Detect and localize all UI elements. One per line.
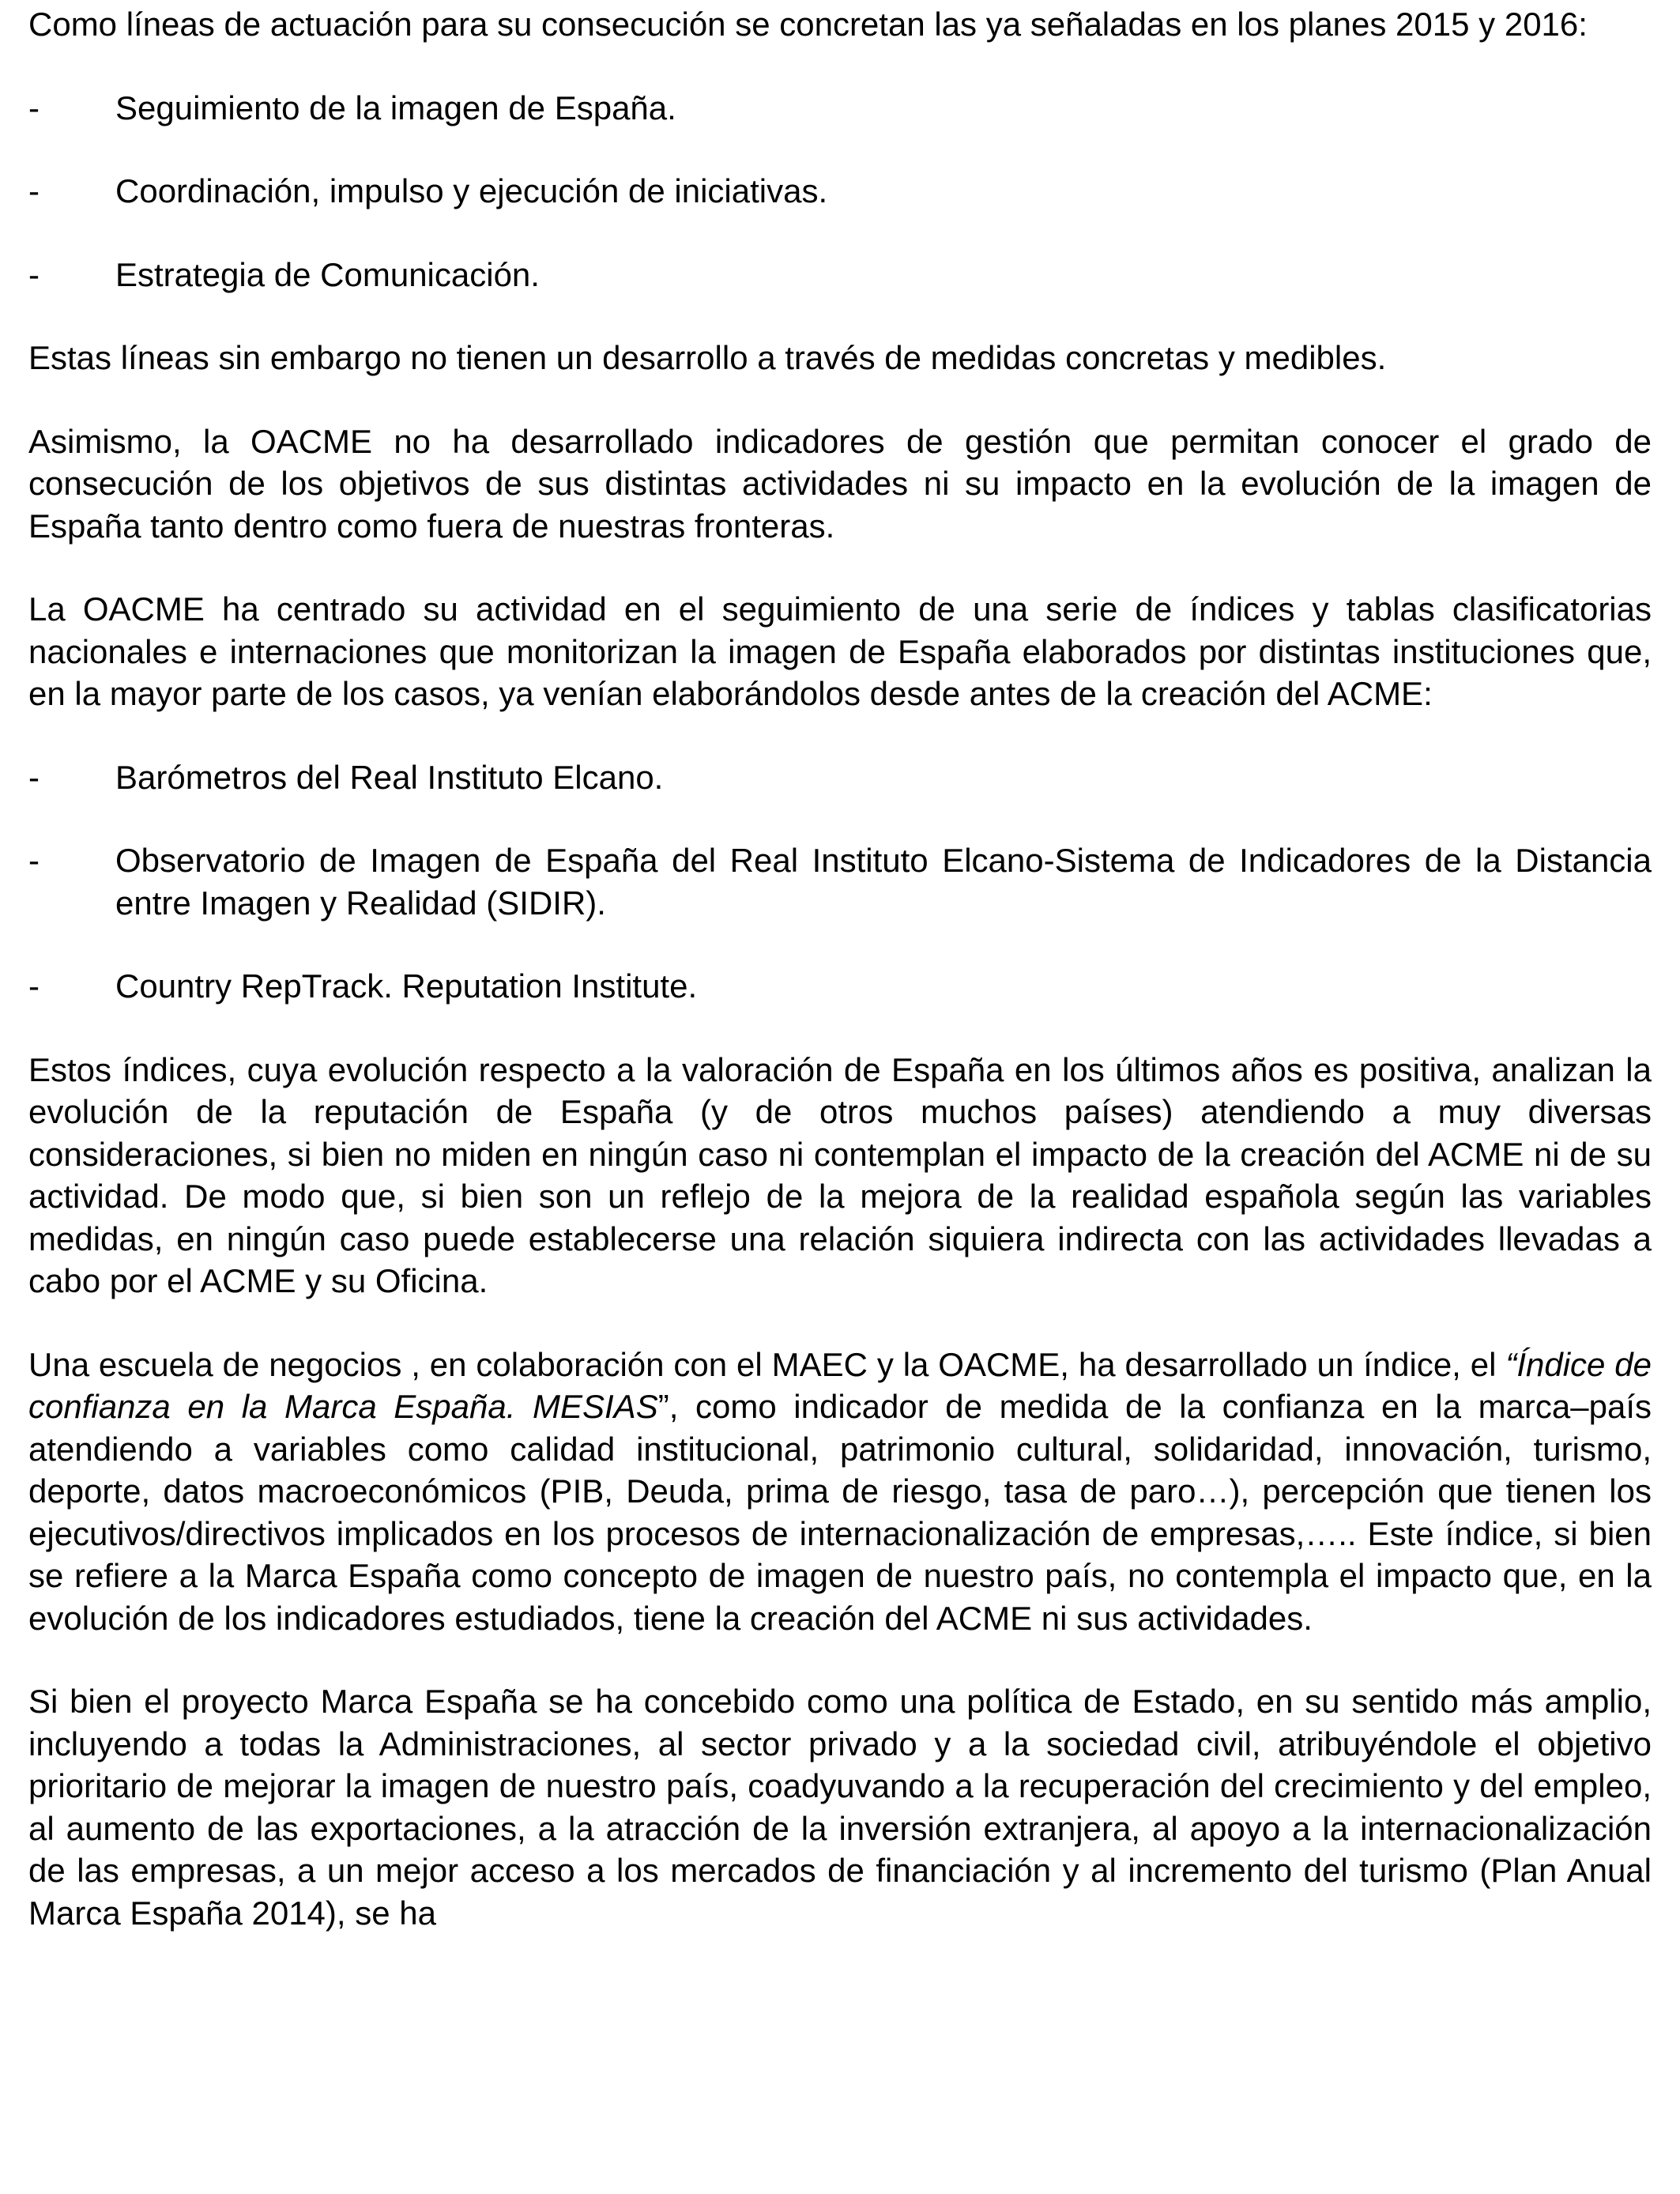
list-item-text: Country RepTrack. Reputation Institute. (115, 967, 698, 1005)
list-item-text: Coordinación, impulso y ejecución de iniciativas. (115, 172, 828, 209)
paragraph-marca-espana-project: Si bien el proyecto Marca España se ha concebido como una política de Estado, en su sentido más amplio, incluyendo a todas la Administraciones, al sector privado y a la sociedad civil, atribuyéndole el objetivo prioritario de mejorar la imagen de nuestro país, coadyuvando a la recuperación del crecimiento y del empleo, al aumento de las exportaciones, a la atracción de la inversión extranjera, al apoyo a la internacionalización de las empresas, a un mejor acceso a los mercados de financiación y al incremento del turismo (Plan Anual Marca España 2014), se ha (28, 1683, 1652, 1932)
bullet-dash: - (28, 842, 40, 879)
list-item-text: Observatorio de Imagen de España del Real Instituto Elcano-Sistema de Indicadores de la Distancia entre Imagen y Realidad (SIDIR). (115, 842, 1652, 922)
list-item (28, 965, 1652, 1008)
paragraph-text: Una escuela de negocios , en colaboración con el MAEC y la OACME, ha desarrollado un índice, el (28, 1345, 1506, 1383)
bullet-dash: - (28, 172, 40, 209)
paragraph-no-development: Estas líneas sin embargo no tienen un desarrollo a través de medidas concretas y medibles. (28, 339, 1387, 376)
paragraph-text: ”, como indicador de medida de la confianza en la marca–país atendiendo a variables como calidad institucional, patrimonio cultural, solidaridad, innovación, turismo, deporte, datos macroeconómicos (PIB, Deuda, prima de riesgo, tasa de paro…), percepción que tienen los ejecutivos/directivos implicados en los procesos de internacionalización de empresas,….. Este índice, si bien se refiere a la Marca España como concepto de imagen de nuestro país, no contempla el impacto que, en la evolución de los indicadores estudiados, tiene la creación del ACME ni sus actividades. (28, 1388, 1652, 1637)
list-item-text: Seguimiento de la imagen de España. (115, 89, 676, 126)
list-item (28, 254, 1652, 296)
paragraph-indicators: Asimismo, la OACME no ha desarrollado indicadores de gestión que permitan conocer el grado de consecución de los objetivos de sus distintas actividades ni su impacto en la evolución de la imagen de España tanto dentro como fuera de nuestras fronteras. (28, 422, 1652, 545)
paragraph-indices-tracking: La OACME ha centrado su actividad en el seguimiento de una serie de índices y tablas clasificatorias nacionales e internaciones que monitorizan la imagen de España elaborados por distintas instituciones que, en la mayor parte de los casos, ya venían elaborándolos desde antes de la creación del ACME: (28, 590, 1652, 712)
bullet-dash: - (28, 89, 40, 126)
paragraph-indices-evolution: Estos índices, cuya evolución respecto a la valoración de España en los últimos años es positiva, analizan la evolución de la reputación de España (y de otros muchos países) atendiendo a muy diversas consideraciones, si bien no miden en ningún caso ni contemplan el impacto de la creación del ACME ni de su actividad. De modo que, si bien son un reflejo de la mejora de la realidad española según las variables medidas, en ningún caso puede establecerse una relación siquiera indirecta con las actividades llevadas a cabo por el ACME y su Oficina. (28, 1050, 1652, 1299)
document-page (28, 3, 1652, 1975)
list-item-text: Barómetros del Real Instituto Elcano. (115, 758, 664, 796)
paragraph-intro-lines: Como líneas de actuación para su consecución se concretan las ya señaladas en los planes 2015 y 2016: (28, 6, 1588, 43)
paragraph-mesias-index (28, 1344, 1652, 1640)
list-item-text: Estrategia de Comunicación. (115, 255, 540, 293)
index-title-italic: “Índice de confianza en la Marca España. MESIAS (28, 1345, 1652, 1425)
bullet-dash: - (28, 758, 40, 796)
bullet-dash: - (28, 967, 40, 1005)
list-item (28, 87, 1652, 130)
list-item (28, 756, 1652, 799)
list-item (28, 170, 1652, 213)
list-item (28, 839, 1652, 924)
bullet-dash: - (28, 255, 40, 293)
